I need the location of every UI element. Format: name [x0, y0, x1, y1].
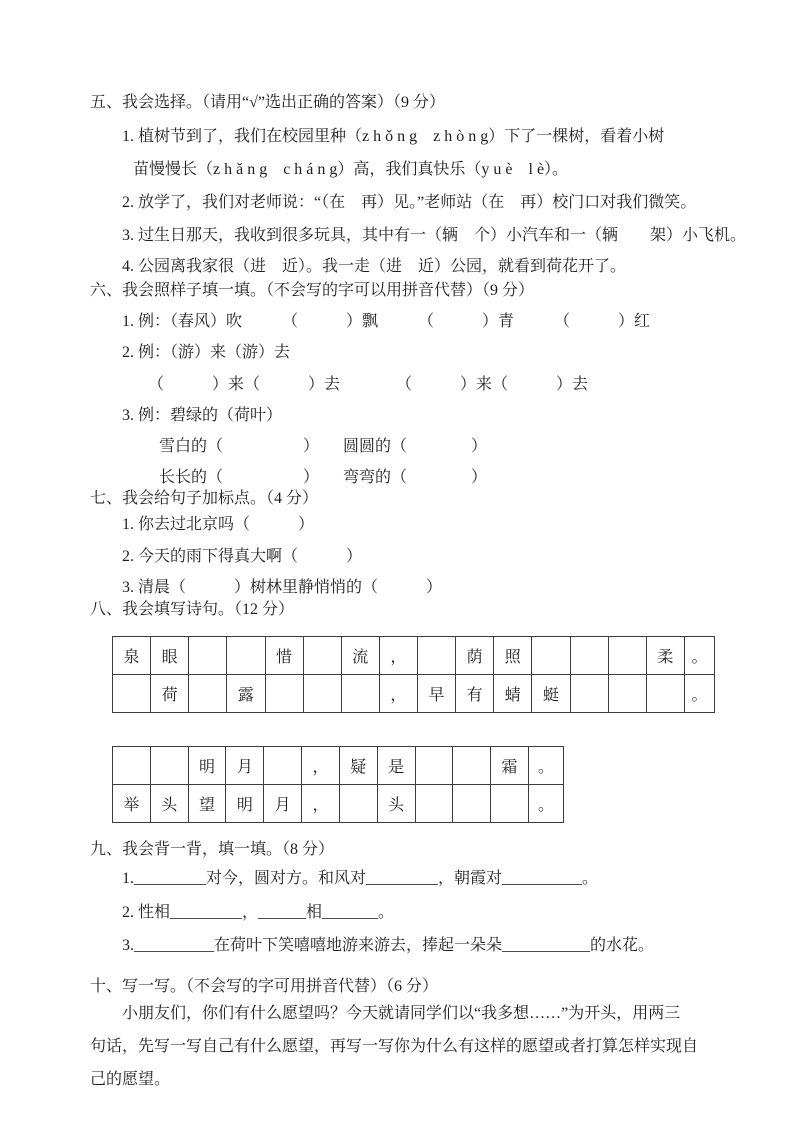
poem-row [113, 785, 564, 823]
section10-paragraph-line-3: 己的愿望。 [90, 1071, 171, 1088]
poem-cell [303, 675, 341, 713]
section5-item-2: 2. 放学了，我们对老师说：“（在 再）见。”老师站（在 再）校门口对我们微笑。 [122, 194, 697, 211]
poem-cell [453, 747, 491, 785]
poem-cell [418, 637, 456, 675]
section6-item-2-example: 2. 例：（游）来（游）去 [122, 344, 291, 361]
poem-cell: 明 [188, 747, 226, 785]
poem-cell: 月 [226, 747, 264, 785]
section6-item-3-example: 3. 例：碧绿的（荷叶） [122, 407, 283, 424]
poem-cell: 有 [456, 675, 494, 713]
poem-cell [264, 747, 302, 785]
section9-item-3: 3.__________在荷叶下笑嘻嘻地游来游去，捧起一朵朵___________的水花。 [122, 937, 655, 954]
poem-cell [227, 637, 265, 675]
poem-cell [415, 785, 453, 823]
poem-row [113, 637, 715, 675]
poem-cell: 柔 [646, 637, 684, 675]
poem-cell: 头 [150, 785, 188, 823]
section5-item-4: 4. 公园离我家很（进 近）。我一走（进 近）公园，就看到荷花开了。 [122, 258, 627, 275]
poem-cell [608, 637, 646, 675]
section9-item-1: 1._________对今，圆对方。和风对_________，朝霞对__________。 [122, 870, 599, 887]
poem-cell: 疑 [339, 747, 377, 785]
section9-heading: 九、我会背一背，填一填。（8 分） [90, 841, 335, 858]
section5-item-1-line-2: 苗慢慢长（z h ǎ n g c h á n g）高，我们真快乐（y u è l è）。 [133, 161, 569, 178]
section7-item-1: 1. 你去过北京吗（ ） [122, 516, 315, 533]
section10-paragraph-line-2: 句话，先写一写自己有什么愿望，再写一写你为什么有这样的愿望或者打算怎样实现自 [90, 1038, 699, 1055]
section9-item-2: 2. 性相_________，______相_______。 [122, 904, 395, 921]
section5-heading: 五、我会选择。（请用“√”选出正确的答案）（9 分） [90, 94, 445, 111]
section10-paragraph-line-1: 小朋友们，你们有什么愿望吗？今天就请同学们以“我多想……”为开头，用两三 [122, 1005, 681, 1022]
poem-cell [303, 637, 341, 675]
poem-cell [339, 785, 377, 823]
poem-cell: 露 [227, 675, 265, 713]
poem-cell [532, 637, 570, 675]
poem-cell: 泉 [113, 637, 151, 675]
section10-heading: 十、写一写。（不会写的字可用拼音代替）（6 分） [90, 978, 439, 995]
poem-cell [570, 675, 608, 713]
poem-cell: 眼 [151, 637, 189, 675]
poem-cell: 头 [377, 785, 415, 823]
section7-item-2: 2. 今天的雨下得真大啊（ ） [122, 548, 363, 565]
poem-cell [646, 675, 684, 713]
section7-item-3: 3. 清晨（ ）树林里静悄悄的（ ） [122, 579, 443, 596]
section6-item-3-row-2: 长长的（ ） 弯弯的（ ） [159, 469, 488, 486]
poem-cell: 霜 [491, 747, 529, 785]
poem-cell: 。 [529, 785, 564, 823]
poem-cell: 荷 [151, 675, 189, 713]
poem-row [113, 747, 564, 785]
poem-cell: 惜 [265, 637, 303, 675]
poem-cell: 明 [226, 785, 264, 823]
poem-cell: 蜓 [532, 675, 570, 713]
poem-cell [189, 637, 227, 675]
poem-cell [113, 675, 151, 713]
poem-cell [265, 675, 303, 713]
poem-cell: 流 [341, 637, 379, 675]
section6-heading: 六、我会照样子填一填。（不会写的字可以用拼音代替）（9 分） [90, 282, 535, 299]
poem-cell [491, 785, 529, 823]
poem-cell [453, 785, 491, 823]
poem-cell [608, 675, 646, 713]
poem-cell: ， [379, 675, 417, 713]
section6-item-3-row-1: 雪白的（ ） 圆圆的（ ） [159, 438, 488, 455]
poem-row [113, 675, 715, 713]
poem-cell: 举 [113, 785, 151, 823]
poem-cell: ， [379, 637, 417, 675]
section7-heading: 七、我会给句子加标点。（4 分） [90, 490, 319, 507]
poem-table-1 [112, 636, 715, 713]
poem-cell [113, 747, 151, 785]
poem-cell: 荫 [456, 637, 494, 675]
poem-cell [150, 747, 188, 785]
poem-cell: ， [302, 785, 340, 823]
poem-cell: ， [302, 747, 340, 785]
poem-cell: 早 [418, 675, 456, 713]
poem-cell: 。 [685, 637, 715, 675]
poem-cell: 望 [188, 785, 226, 823]
section8-heading: 八、我会填写诗句。（12 分） [90, 601, 295, 618]
poem-table-2 [112, 746, 564, 823]
section5-item-1-line-1: 1. 植树节到了，我们在校园里种（z h ǒ n g z h ò n g）下了一棵树，看着小树 [122, 128, 665, 145]
poem-cell: 蜻 [494, 675, 532, 713]
section5-item-3: 3. 过生日那天，我收到很多玩具，其中有一（辆 个）小汽车和一（辆 架）小飞机。 [122, 227, 747, 244]
poem-cell: 月 [264, 785, 302, 823]
poem-cell [570, 637, 608, 675]
section6-item-1: 1. 例：（春风）吹 （ ）飘 （ ）青 （ ）红 [122, 313, 651, 330]
poem-cell: 。 [529, 747, 564, 785]
poem-cell [415, 747, 453, 785]
poem-cell: 照 [494, 637, 532, 675]
poem-cell [341, 675, 379, 713]
poem-cell [189, 675, 227, 713]
poem-cell: 是 [377, 747, 415, 785]
poem-cell: 。 [685, 675, 715, 713]
section6-item-2-blanks: （ ）来（ ）去 （ ）来（ ）去 [148, 376, 589, 393]
